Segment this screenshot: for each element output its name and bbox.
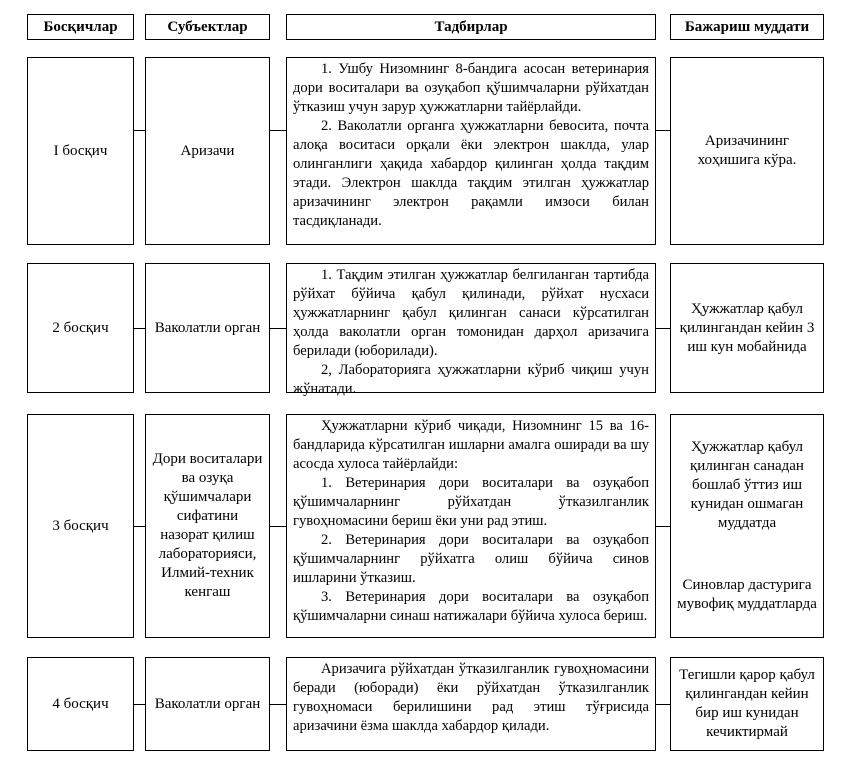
subject-3-box (145, 414, 270, 638)
subject-1-box (145, 57, 270, 245)
term-1-box (670, 57, 824, 245)
term-3-label-2: Синовлар дастурига мувофиқ муддатларда (677, 576, 817, 612)
action-2-2: 2, Лабораторияга ҳужжатларни кўриб чиқиш учун жўнатади. (293, 362, 649, 397)
actions-1-box (286, 57, 656, 245)
subject-1-label: Аризачи (180, 142, 235, 159)
header-term: Бажариш муддати (670, 14, 824, 40)
subject-4-label: Ваколатли орган (154, 695, 261, 712)
stage-1-box (27, 57, 134, 245)
header-subject: Субъектлар (145, 14, 270, 40)
term-2-box (670, 263, 824, 393)
stage-3-label: 3 босқич (52, 517, 109, 534)
action-3-1: 1. Ветеринария дори воситалари ва озуқабоп қўшимчаларнинг рўйхатдан ўтказилганлик гувоҳномасини бериш ёки уни рад этиш. (293, 475, 649, 529)
header-stage: Босқичлар (27, 14, 134, 40)
connector-4b (270, 704, 286, 705)
subject-4-box (145, 657, 270, 751)
connector-3a (134, 526, 145, 527)
action-2-1: 1. Тақдим этилган ҳужжатлар белгиланган тартибда рўйхат бўйича қабул қилинади, рўйхат нусхаси ҳужжатларнинг қабул қилинган санаси кўрсатилган ҳолда ваколатли орган томонидан дарҳол аризачига берилади (юборилади). (293, 267, 649, 359)
subject-2-label: Ваколатли орган (154, 319, 261, 336)
connector-3c (656, 526, 670, 527)
action-3-2: 2. Ветеринария дори воситалари ва озуқабоп қўшимчаларнинг рўйхатга олиш бўйича синов ишларини ўтказиш. (293, 532, 649, 586)
stage-2-label: 2 босқич (52, 319, 109, 336)
action-4-1: Аризачига рўйхатдан ўтказилганлик гувоҳномасини беради (юборади) ёки рўйхатдан ўтказилганлик гувоҳномаси берилишини рад этиш тўғрисида аризачини ёзма шаклда хабардор қилади. (293, 661, 649, 734)
connector-2b (270, 328, 286, 329)
connector-4c (656, 704, 670, 705)
stage-2-box (27, 263, 134, 393)
header-actions: Тадбирлар (286, 14, 656, 40)
stage-3-box (27, 414, 134, 638)
action-1-1: 1. Ушбу Низомнинг 8-бандига асосан ветеринария дори воситалари ва озуқабоп қўшимчаларни рўйхатдан ўтказиш учун зарур ҳужжатларни тайёрлайди. (293, 61, 649, 115)
action-3-intro: Ҳужжатларни кўриб чиқади, Низомнинг 15 ва 16-бандларида кўрсатилган ишларни амалга оширади ва шу асосда хулоса тайёрлайди: (293, 418, 649, 472)
stage-4-label: 4 босқич (52, 695, 109, 712)
connector-4a (134, 704, 145, 705)
term-3-label-1: Ҳужжатлар қабул қилинган санадан бошлаб ўттиз иш кунидан ошмаган муддатда (690, 439, 804, 532)
subject-2-box (145, 263, 270, 393)
action-3-3: 3. Ветеринария дори воситалари ва озуқабоп қўшимчаларни синаш натижалари бўйича хулоса бериш. (293, 589, 649, 624)
term-3-box (670, 414, 824, 638)
stage-1-label: I босқич (53, 142, 108, 159)
connector-2a (134, 328, 145, 329)
connector-1a (134, 130, 145, 131)
term-4-box (670, 657, 824, 751)
term-1-label: Аризачининг хоҳишига кўра. (697, 133, 797, 168)
subject-3-label: Дори воситалари ва озуқа қўшимчалари сифатини назорат қилиш лабораторияси, Илмий-техник кенгаш (152, 451, 263, 600)
term-2-label: Ҳужжатлар қабул қилингандан кейин 3 иш кун мобайнида (679, 300, 815, 355)
connector-1c (656, 130, 670, 131)
stage-4-box (27, 657, 134, 751)
action-1-2: 2. Ваколатли органга ҳужжатларни бевосита, почта алоқа воситаси орқали ёки электрон шаклда, улар олинганлиги ҳақида хабардор қилинган ҳолда тақдим этади. Электрон шаклда тақдим этилган ҳужжатлар аризачининг электрон рақамли имзоси билан тасдиқланади. (293, 118, 649, 229)
actions-3-box (286, 414, 656, 638)
term-4-label: Тегишли қарор қабул қилингандан кейин бир иш кунидан кечиктирмай (679, 667, 815, 740)
connector-2c (656, 328, 670, 329)
actions-2-box (286, 263, 656, 397)
connector-3b (270, 526, 286, 527)
connector-1b (270, 130, 286, 131)
actions-4-box (286, 657, 656, 751)
